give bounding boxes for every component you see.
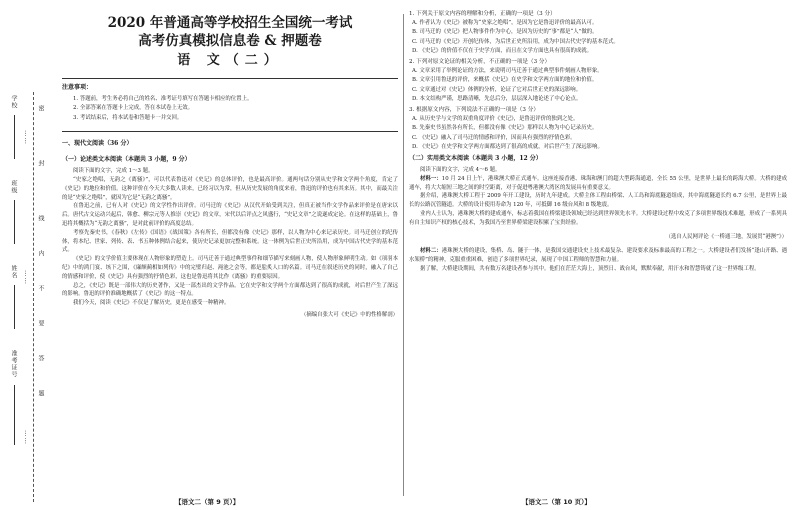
name-blank[interactable] xyxy=(14,285,15,329)
seal-text-char: 题 xyxy=(37,390,44,397)
title-block xyxy=(62,14,398,70)
question-1 xyxy=(409,10,787,56)
instruction: 阅读下面的文字，完成 4～6 题。 xyxy=(420,167,501,174)
seal-dots: …… xyxy=(23,270,31,285)
exam-title: 2020 年普通高等学校招生全国统一考试 xyxy=(107,15,353,31)
passage-paragraph: 考察先秦史书，《春秋》《左传》《国语》《战国策》各有所长，但都没有像《史记》那样，以人物为中心来记录历史。司马迁创立的纪传体，将本纪、世家、列传、表、书五种体例结合起来，使历史记录更加完整和系统。这一体例为后世正史所沿用，成为中国古代史学的基本范式。 xyxy=(62,229,398,254)
note-item: 2. 全部答案在答题卡上完成，答在本试卷上无效。 xyxy=(73,105,194,112)
seal-text-char: 封 xyxy=(37,160,44,167)
notes-heading: 注意事项： xyxy=(62,84,93,91)
passage-paragraph: 总之，《史记》既是一部伟大的历史著作，又是一部杰出的文学作品。它在史学和文学两个方面都达到了很高的成就，对后世产生了深远的影响。鲁迅的评价准确地概括了《史记》的这一特点。 xyxy=(62,282,398,298)
note-item: 3. 考试结束后，将本试卷和答题卡一并交回。 xyxy=(73,114,183,121)
exam-id-blank[interactable] xyxy=(14,385,15,445)
note-item: 1. 答题前，考生务必将自己的姓名、准考证号填写在答题卡相应的位置上。 xyxy=(73,96,253,102)
material-paragraph xyxy=(409,247,787,265)
passage-paragraph: 《史记》的文学价值主要体现在人物形象的塑造上。司马迁善于通过典型事件和细节描写来刻画人物，使人物形象鲜明生动。如《项羽本纪》中的鸿门宴、垓下之围，《廉颇蔺相如列传》中的完璧归赵、渑池之会等，都是脍炙人口的名篇。司马迁在叙述历史的同时，融入了自己的情感和评价，使《史记》具有强烈的抒情色彩，这也是鲁迅将其比作《离骚》的重要原因。 xyxy=(62,256,398,280)
option-a[interactable]: A. 从历史学与文学的双重角度评价《史记》，是鲁迅评价的独到之处。 xyxy=(412,116,579,123)
exam-subtitle: 高考仿真模拟信息卷 & 押题卷 xyxy=(138,33,322,49)
option-a[interactable]: A. 作者认为《史记》被称为“史家之绝唱”，是因为它是鲁迅评价的最高认可。 xyxy=(412,20,598,27)
seal-text-char: 要 xyxy=(37,320,44,327)
material-text: 港珠澳大桥的建设，集桥、岛、隧于一体，是我国交通建设史上技术最复杂、建设要求及标准最高的工程之一。大桥建设者们发扬“逢山开路、遇水架桥”的精神，克服重重困难，创造了多项世界纪录，展现了中国工程师的智慧和力量。 xyxy=(409,248,787,264)
instruction: 阅读下面的文字，完成 1～3 题。 xyxy=(73,168,154,175)
material-paragraph xyxy=(409,175,787,193)
sub-heading: （二）实用类文本阅读（本题共 3 小题，12 分） xyxy=(409,155,542,163)
material-source: （选自人民网评论《一桥通三地，发展贯“港澳”》） xyxy=(665,234,787,241)
option-d[interactable]: D. 《史记》的价值不仅在于史学方面，而且在文学方面也具有很高的成就。 xyxy=(412,47,593,54)
notes-divider xyxy=(62,131,398,132)
option-c[interactable]: C. 司马迁的《史记》开创纪传体，为后世正史所沿用，成为中国古代史学的基本范式。 xyxy=(412,38,619,45)
seal-dots: …… xyxy=(23,430,31,445)
school-blank[interactable] xyxy=(14,115,15,159)
column-divider xyxy=(403,14,404,496)
question-stem: 3. 根据原文内容，下列说法不正确的一项是（3 分） xyxy=(409,107,539,114)
name-label: 姓名 xyxy=(10,265,17,279)
option-a[interactable]: A. 文章采用了举例论证的方法，来说明司马迁善于通过典型事件刻画人物形象。 xyxy=(412,68,603,75)
sub-heading: （一）论述类文本阅读（本题共 3 小题，9 分） xyxy=(62,156,191,164)
seal-text-char: 线 xyxy=(37,215,44,222)
material-paragraph: 据了解，大桥建设期间，共有数万名建设者参与其中。他们在茫茫大海上，顶烈日、战台风，默默奉献，用汗水和智慧铸就了这一世界级工程。 xyxy=(420,266,760,272)
option-c[interactable]: C. 文章通过对《史记》体例的分析，论证了它对后世正史的深远影响。 xyxy=(412,86,582,93)
seal-text-char: 密 xyxy=(37,105,44,112)
option-d[interactable]: D. 《史记》在史学和文学两方面都达到了很高的成就，对后世产生了深远影响。 xyxy=(412,143,603,150)
title-divider xyxy=(62,78,398,79)
passage-paragraph: 我们今天，阅读《史记》不仅是了解历史，更是在感受一种精神。 xyxy=(73,300,230,307)
seal-dots: …… xyxy=(23,130,31,145)
question-2 xyxy=(409,58,787,104)
left-column xyxy=(62,10,398,505)
class-label: 班级 xyxy=(10,180,17,194)
page-number-left: 【语文二（第 9 页）】 xyxy=(175,498,240,506)
option-b[interactable]: B. 司马迁的《史记》把人物事件作为中心，是因为历史的“事”都是“人”做的。 xyxy=(412,29,598,36)
passage-paragraph: “史家之绝唱，无韵之《离骚》”，可以代表鲁迅对《史记》的总体评价，也是最高评价。通两句话分别从史学和文学两个角度，肯定了《史记》的地位和价值。这种评价在今天大多数人读来，已经习以为常，但从历史发展的角度来看，鲁迅的评价也有其来历。其中，而最关注的是“史家之绝唱”，就因为它是“无韵之离骚”。 xyxy=(62,177,398,201)
notes-block xyxy=(62,83,398,123)
material-paragraph: 业内人士认为，港珠澳大桥的建成通车，标志着我国在桥梁建设领域已经达到世界领先水平。大桥建设过程中攻克了多项世界级技术难题，形成了一系列具有自主知识产权的核心技术，为我国乃至世界桥梁建设积累了宝贵经验。 xyxy=(409,211,787,226)
question-stem: 1. 下列关于原文内容的理解和分析，正确的一项是（3 分） xyxy=(409,11,556,17)
school-label: 学校 xyxy=(10,95,17,109)
seal-text-char: 内 xyxy=(37,250,44,257)
material-text: 10 月 24 日上午，港珠澳大桥正式通车。这座连接香港、珠海和澳门的超大型跨海通道，全长 55 公里，是世界上最长的跨海大桥。大桥的建成通车，将大大缩短三地之间的时空距离，对于促进粤港澳大湾区的发展具有重要意义。 xyxy=(409,175,787,191)
option-b[interactable]: B. 先秦史书虽然各有所长，但都没有像《史记》那样以人物为中心记录历史。 xyxy=(412,125,598,132)
question-stem: 2. 下列对原文论证的相关分析，不正确的一项是（3 分） xyxy=(409,59,551,66)
seal-line xyxy=(33,92,34,502)
right-column xyxy=(409,10,787,497)
option-c[interactable]: C. 《史记》融入了司马迁的情感和评价，因而具有强烈的抒情色彩。 xyxy=(412,134,576,141)
option-b[interactable]: B. 文章引用鲁迅的评价，来概括《史记》在史学和文学两方面的地位和价值。 xyxy=(412,77,598,84)
seal-text-char: 答 xyxy=(37,355,44,362)
material-paragraph: 据介绍，港珠澳大桥工程于 2009 年开工建设，历时九年建成。大桥主体工程由桥梁、人工岛和海底隧道组成，其中海底隧道长约 6.7 公里，是世界上最长的公路沉管隧道。大桥的设计使用寿命为 120 年，可抵御 16 级台风和 8 级地震。 xyxy=(409,193,787,209)
passage-paragraph: 在鲁迅之前，已有人对《史记》的文学性作出评价。司马迁的《史记》从汉代开始受到关注，但真正被当作文学作品来评价是在唐宋以后。唐代古文运动兴起后，韩愈、柳宗元等人推崇《史记》的文章，宋代以后评点之风盛行，“史记文章”之说遂成定论。在这样的基础上，鲁迅将其概括为“无韵之离骚”，是对此前评价的高度总结。 xyxy=(62,203,398,227)
section-heading: 一、现代文阅读（36 分） xyxy=(62,140,133,148)
question-3 xyxy=(409,106,787,152)
material-label: 材料二： xyxy=(420,248,442,255)
option-d[interactable]: D. 本文结构严谨，思路清晰，先总后分，层层深入地论述了中心论点。 xyxy=(412,95,582,102)
material-label: 材料一： xyxy=(420,175,442,182)
binding-margin xyxy=(0,0,58,510)
seal-text-char: 不 xyxy=(37,285,44,292)
subject-title: 语 文（二） xyxy=(177,53,283,68)
class-blank[interactable] xyxy=(14,200,15,244)
page-number-right: 【语文二（第 10 页）】 xyxy=(522,498,591,506)
exam-id-label: 准考证号 xyxy=(10,350,17,378)
passage-source: （摘编自张大可《史记》中的性格解剖） xyxy=(300,311,398,318)
